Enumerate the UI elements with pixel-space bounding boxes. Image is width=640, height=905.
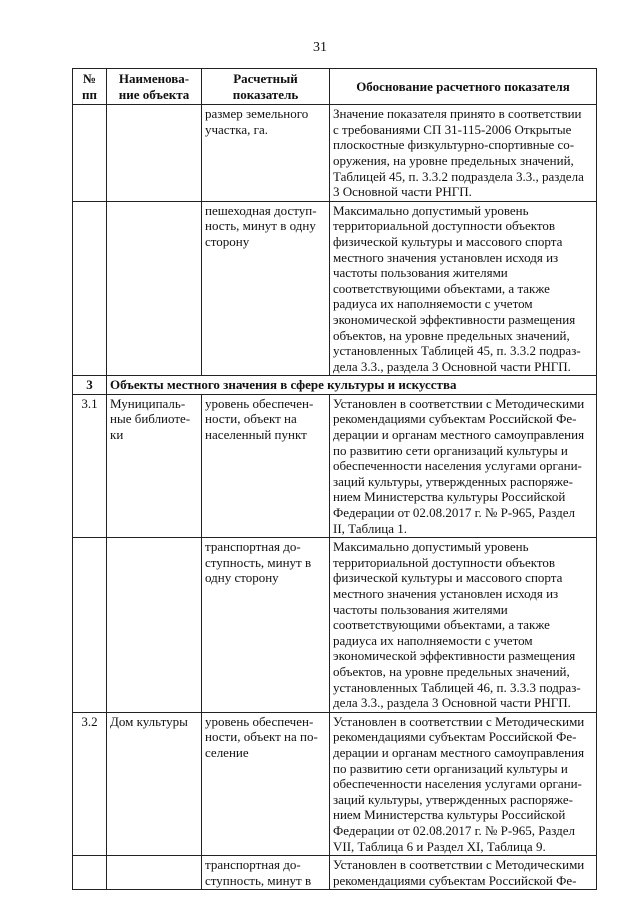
cell-indicator [202,538,330,713]
text-line: заций культуры, утвержденных распоряже- [333,473,573,489]
text-line: рекомендациями субъектам Российской Фе- [333,411,577,427]
cell-justification [330,394,597,537]
cell-object [107,105,202,202]
text-line: пешеходная доступ- [205,202,317,218]
text-line: местного значения установлен исходя из [333,586,559,601]
text-line: частоты пользования жителями [333,265,508,281]
text-line: установленных Таблицей 46, п. 3.3.3 подраз- [333,679,581,695]
header-indicator [202,69,330,105]
text-line: плоскостные физкультурно-спортивные со- [333,137,575,153]
text-line: по развитию сети организаций культуры и [333,442,568,458]
text-line: размер земельного [205,106,309,122]
text-line: Федерации от 02.08.2017 г. № Р-965, Раздел [333,822,576,838]
indicator-table [72,68,597,890]
text-line: Расчетный [233,71,298,86]
cell-object [107,538,202,713]
text-line: ки [110,427,124,443]
text-line: с требованиями СП 31-115-2006 Открытые [333,121,572,137]
cell-object [107,856,202,890]
cell-justification [330,856,597,890]
table-body-culture [73,394,597,889]
text-line: местного значения установлен исходя из [333,249,559,265]
table-row [73,712,597,855]
text-line: ние объекта [118,86,190,102]
table-row [73,394,597,537]
text-line: экономической эффективности размещения [333,311,576,327]
text-line: транспортная до- [205,539,301,555]
cell-justification [330,538,597,713]
text-line: ступность, минут в [205,554,312,570]
text-line: нием Министерства культуры Российской [333,807,566,823]
text-line: населенный пункт [205,427,307,443]
text-line: уровень обеспечен- [205,395,314,411]
text-line: ности, объект на по- [205,729,318,745]
section-number: 3 [73,376,107,395]
text-line: Обоснование расчетного показателя [356,78,570,94]
text-line: ные библиоте- [110,411,191,427]
text-line: Дом культуры [110,713,188,729]
text-line: экономической эффективности размещения [333,648,576,664]
text-line: Установлен в соответствии с Методическими [333,857,585,873]
cell-justification [330,105,597,202]
text-line: Наименова- [118,71,190,86]
section-row [73,376,597,395]
table-header [73,69,597,105]
text-line: территориальной доступности объектов [333,218,556,234]
text-line: показатель [232,86,299,102]
text-line: установленных Таблицей 45, п. 3.3.2 подраз- [333,343,581,359]
text-line: рекомендациями субъектам Российской Фе- [333,729,577,745]
text-line: объектов, на уровне предельных значений, [333,663,570,679]
cell-indicator [202,201,330,376]
text-line: ность, минут в одну [205,218,316,234]
cell-indicator [202,712,330,855]
cell-object [107,394,202,537]
text-line: дерации и органам местного самоуправления [333,744,585,760]
text-line: рекомендациями субъектам Российской Фе- [333,872,577,888]
table-row [73,856,597,890]
cell-indicator [202,856,330,890]
text-line: пп [82,86,97,102]
cell-indicator [202,394,330,537]
text-line: одну сторону [205,570,279,586]
cell-justification [330,712,597,855]
table-row [73,201,597,376]
text-line: Максимально допустимый уровень [333,539,529,555]
section-title: Объекты местного значения в сфере культуры и искусства [107,376,597,395]
text-line: обеспеченности населения услугами органи- [333,776,582,792]
text-line: 3.2 [81,713,98,729]
text-line: II, Таблица 1. [333,520,408,536]
header-row [73,69,597,105]
text-line: Федерации от 02.08.2017 г. № Р-965, Раздел [333,505,576,521]
text-line: оружения, на уровне предельных значений, [333,152,574,168]
cell-number [73,712,107,855]
text-line: физической культуры и массового спорта [333,570,563,586]
cell-object [107,201,202,376]
text-line: уровень обеспечен- [205,713,314,729]
text-line: соответствующими объектами, а также [333,280,550,296]
cell-number [73,105,107,202]
cell-number [73,538,107,713]
text-line: Установлен в соответствии с Методическими [333,395,585,411]
text-line: радиуса их наполняемости с учетом [333,296,533,312]
text-line: частоты пользования жителями [333,601,508,617]
text-line: ступность, минут в [205,872,312,888]
text-line: соответствующими объектами, а также [333,617,550,633]
text-line: Значение показателя принято в соответствии [333,106,582,122]
header-num [73,69,107,105]
text-line: ности, объект на [205,411,297,427]
text-line: физической культуры и массового спорта [333,233,563,249]
text-line: 3.1 [81,395,98,411]
text-line: VII, Таблица 6 и Раздел XI, Таблица 9. [333,838,546,854]
text-line: селение [205,744,249,760]
page-number: 31 [313,40,327,55]
text-line: № [82,71,97,86]
text-line: Таблицей 45, п. 3.3.2 подраздела 3.3., раздела [333,168,584,184]
text-line: радиуса их наполняемости с учетом [333,632,533,648]
header-object [107,69,202,105]
table-row [73,105,597,202]
text-line: сторону [205,233,250,249]
text-line: территориальной доступности объектов [333,554,556,570]
cell-object [107,712,202,855]
text-line: заций культуры, утвержденных распоряже- [333,791,573,807]
text-line: Муниципаль- [110,395,186,411]
text-line: по развитию сети организаций культуры и [333,760,568,776]
text-line: участка, га. [205,121,269,137]
cell-number [73,201,107,376]
cell-justification [330,201,597,376]
header-justification [330,69,597,105]
table-body-continued [73,105,597,376]
text-line: дерации и органам местного самоуправления [333,427,585,443]
text-line: объектов, на уровне предельных значений, [333,327,570,343]
text-line: Максимально допустимый уровень [333,202,529,218]
cell-number [73,856,107,890]
text-line: обеспеченности населения услугами органи- [333,458,582,474]
table-row [73,538,597,713]
section-culture [73,376,597,395]
text-line: Установлен в соответствии с Методическими [333,713,585,729]
cell-number [73,394,107,537]
text-line: нием Министерства культуры Российской [333,489,566,505]
text-line: дела 3.3., раздела 3 Основной части РНГП. [333,695,571,711]
text-line: транспортная до- [205,857,301,873]
cell-indicator [202,105,330,202]
text-line: дела 3.3., раздела 3 Основной части РНГП. [333,358,571,374]
text-line: 3 Основной части РНГП. [333,184,472,200]
